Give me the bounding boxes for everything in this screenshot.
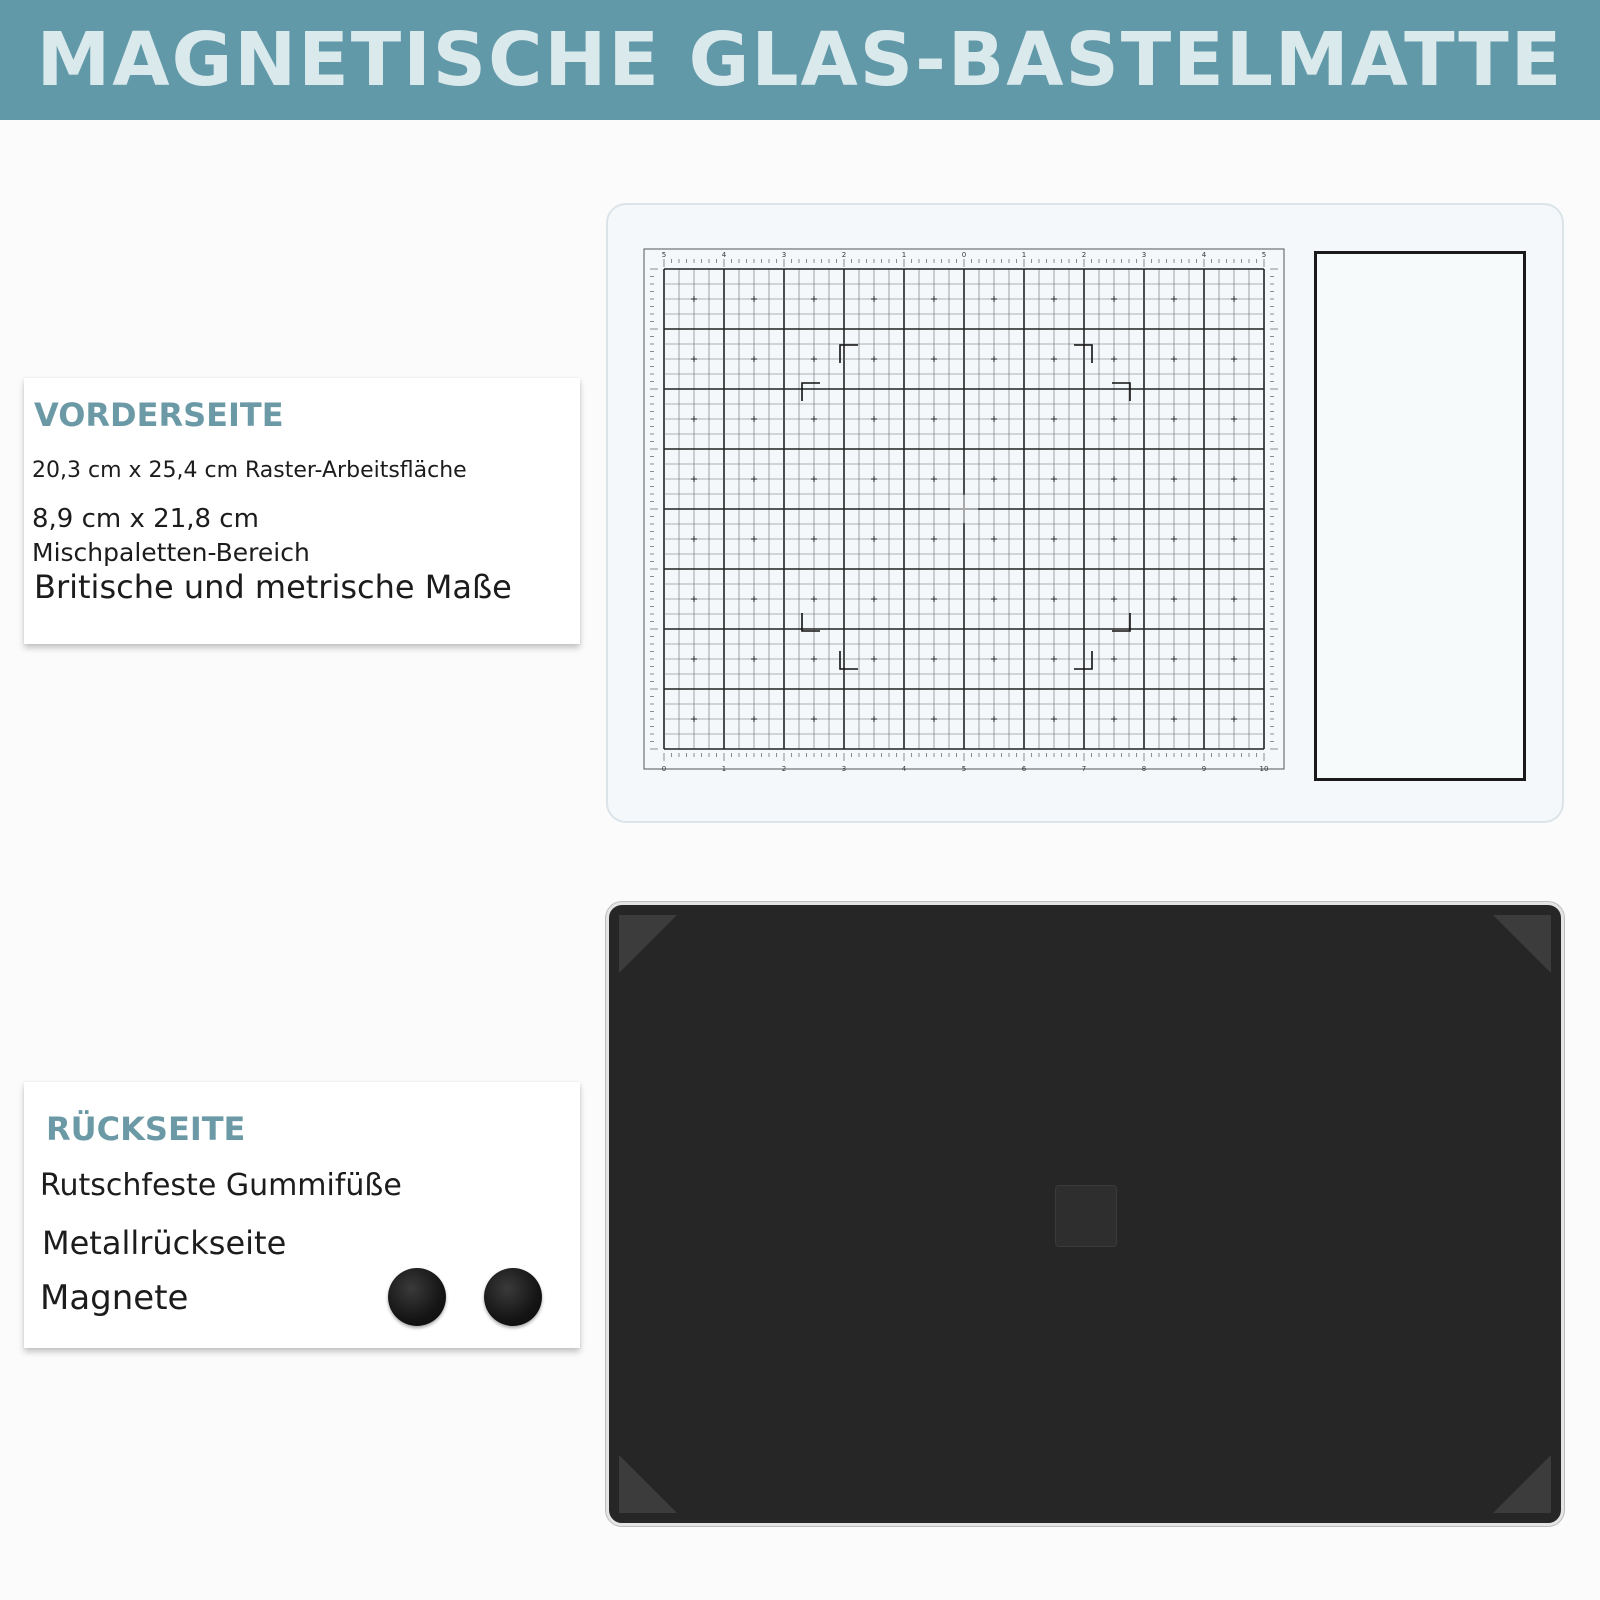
ruler-label-bottom: 4 xyxy=(901,765,907,773)
ruler-label-top: 4 xyxy=(721,251,727,259)
page-title: MAGNETISCHE GLAS-BASTELMATTE xyxy=(36,17,1564,103)
back-line-rubber-feet: Rutschfeste Gummifüße xyxy=(40,1168,402,1203)
ruler-label-top: 3 xyxy=(781,251,787,259)
ruler-label-top: 3 xyxy=(1141,251,1147,259)
mixing-palette-area xyxy=(1314,251,1526,781)
front-line-palette-size: 8,9 cm x 21,8 cm xyxy=(32,504,259,534)
ruler-label-bottom: 6 xyxy=(1021,765,1027,773)
corner-mark-icon xyxy=(840,345,858,363)
front-line-measurements: Britische und metrische Maße xyxy=(34,568,512,606)
ruler-label-bottom: 1 xyxy=(721,765,727,773)
rubber-foot-icon xyxy=(619,915,677,973)
rubber-foot-icon xyxy=(619,1455,677,1513)
ruler-label-top: 1 xyxy=(1021,251,1027,259)
header-banner xyxy=(0,0,1600,120)
corner-mark-icon xyxy=(1112,383,1130,401)
ruler-label-bottom: 0 xyxy=(661,765,667,773)
metal-center-pad xyxy=(1055,1185,1117,1247)
ruler-label-bottom: 8 xyxy=(1141,765,1147,773)
corner-mark-icon xyxy=(802,383,820,401)
ruler-label-bottom: 7 xyxy=(1081,765,1087,773)
corner-mark-icon xyxy=(840,651,858,669)
ruler-label-top: 4 xyxy=(1201,251,1207,259)
back-line-metal-back: Metallrückseite xyxy=(42,1224,287,1262)
rubber-foot-icon xyxy=(1493,1455,1551,1513)
ruler-label-top: 1 xyxy=(901,251,907,259)
magnet-icon xyxy=(388,1268,446,1326)
front-line-palette-area: Mischpaletten-Bereich xyxy=(32,538,310,567)
ruler-label-bottom: 5 xyxy=(961,765,967,773)
back-glass-mat xyxy=(606,902,1564,1526)
front-glass-mat xyxy=(606,203,1564,823)
front-heading: VORDERSEITE xyxy=(34,396,284,434)
rubber-foot-icon xyxy=(1493,915,1551,973)
magnet-icon xyxy=(484,1268,542,1326)
back-line-magnets: Magnete xyxy=(40,1278,189,1318)
back-heading: RÜCKSEITE xyxy=(46,1110,246,1148)
ruler-label-top: 2 xyxy=(841,251,847,259)
ruler-label-bottom: 3 xyxy=(841,765,847,773)
ruler-label-bottom: 10 xyxy=(1259,765,1269,773)
ruler-label-top: 5 xyxy=(1261,251,1267,259)
ruler-label-bottom: 2 xyxy=(781,765,787,773)
ruler-label-top: 2 xyxy=(1081,251,1087,259)
ruler-label-top: 5 xyxy=(661,251,667,259)
corner-mark-icon xyxy=(1074,345,1092,363)
back-info-card xyxy=(24,1082,580,1348)
front-line-grid-size: 20,3 cm x 25,4 cm Raster-Arbeitsfläche xyxy=(32,458,467,483)
corner-mark-icon xyxy=(1074,651,1092,669)
ruler-label-bottom: 9 xyxy=(1201,765,1207,773)
ruler-label-top: 0 xyxy=(961,251,967,259)
front-info-card xyxy=(24,378,580,644)
